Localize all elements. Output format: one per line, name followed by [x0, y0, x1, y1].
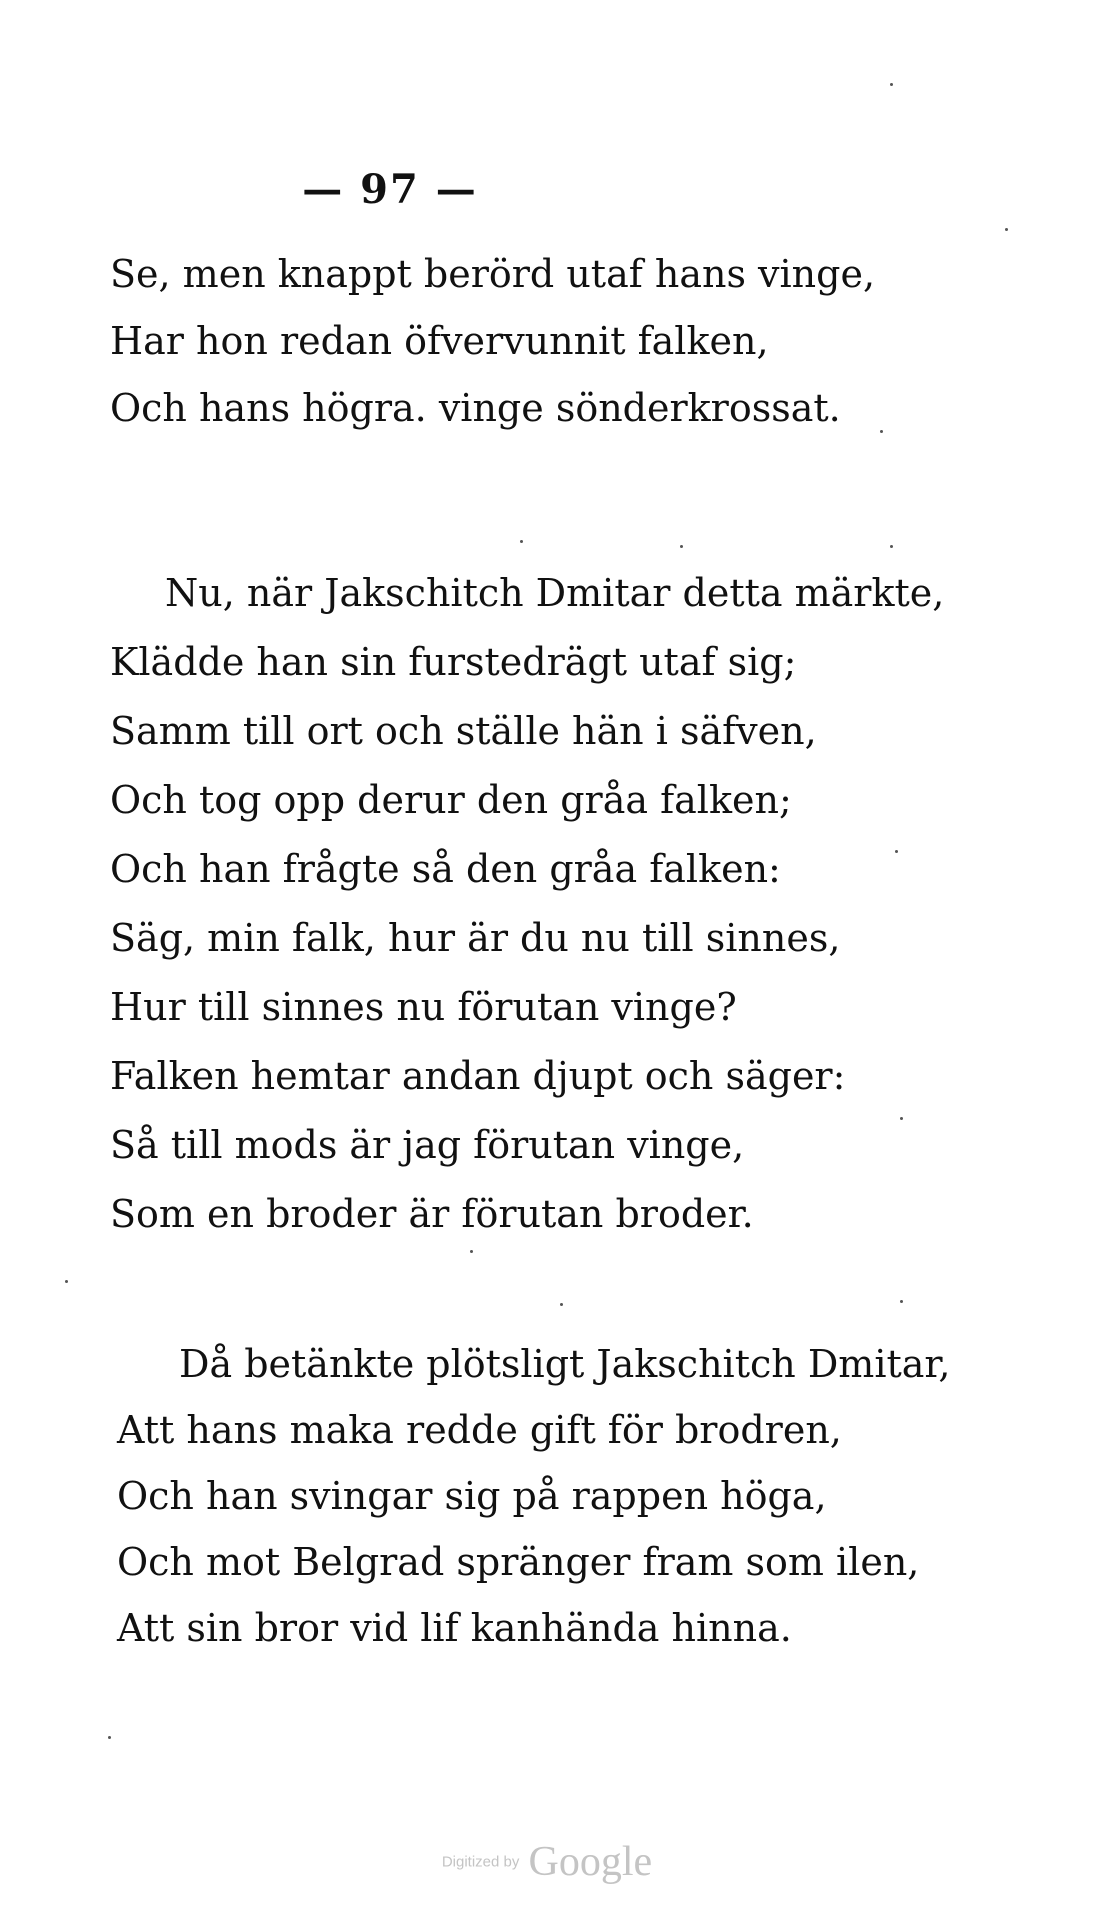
- verse-line: Falken hemtar andan djupt och säger:: [110, 1054, 846, 1098]
- verse-line: Och han svingar sig på rappen höga,: [117, 1474, 827, 1518]
- scan-speck: [680, 545, 683, 548]
- scan-speck: [900, 1300, 903, 1303]
- verse-line: Och han frågte så den gråa falken:: [110, 847, 781, 891]
- stanza-2: [110, 571, 945, 1264]
- scan-speck: [895, 850, 898, 853]
- verse-line: Hur till sinnes nu förutan vinge?: [110, 985, 737, 1029]
- verse-line: Klädde han sin furstedrägt utaf sig;: [110, 640, 797, 684]
- scan-speck: [520, 540, 523, 543]
- scan-speck: [470, 1250, 473, 1253]
- stanza-1: [110, 252, 876, 456]
- watermark-logo: Google: [528, 1839, 653, 1885]
- scan-speck: [890, 83, 893, 86]
- verse-line: Och mot Belgrad spränger fram som ilen,: [117, 1540, 920, 1584]
- verse-line: Se, men knappt berörd utaf hans vinge,: [110, 252, 876, 296]
- stanza-3: [117, 1342, 951, 1675]
- verse-line: Som en broder är förutan broder.: [110, 1192, 754, 1236]
- scan-speck: [890, 545, 893, 548]
- verse-line: Så till mods är jag förutan vinge,: [110, 1123, 745, 1167]
- scan-speck: [900, 1117, 903, 1120]
- verse-line: Att sin bror vid lif kanhända hinna.: [117, 1606, 792, 1650]
- page-number: — 97 —: [302, 166, 478, 213]
- verse-line: Och hans högra. vinge sönderkrossat.: [110, 386, 841, 430]
- scan-speck: [560, 1303, 563, 1306]
- verse-line: Och tog opp derur den gråa falken;: [110, 778, 792, 822]
- scan-speck: [108, 1736, 111, 1739]
- verse-line: Säg, min falk, hur är du nu till sinnes,: [110, 916, 841, 960]
- digitized-watermark: [0, 1838, 1094, 1886]
- verse-line: Samm till ort och ställe hän i säfven,: [110, 709, 817, 753]
- verse-line: Nu, när Jakschitch Dmitar detta märkte,: [165, 571, 945, 615]
- verse-line: Att hans maka redde gift för brodren,: [117, 1408, 842, 1452]
- scan-speck: [1005, 228, 1008, 231]
- watermark-caption: Digitized by: [441, 1853, 520, 1871]
- verse-line: Har hon redan öfvervunnit falken,: [110, 319, 769, 363]
- scan-speck: [65, 1280, 68, 1283]
- scan-speck: [880, 430, 883, 433]
- verse-line: Då betänkte plötsligt Jakschitch Dmitar,: [179, 1342, 951, 1386]
